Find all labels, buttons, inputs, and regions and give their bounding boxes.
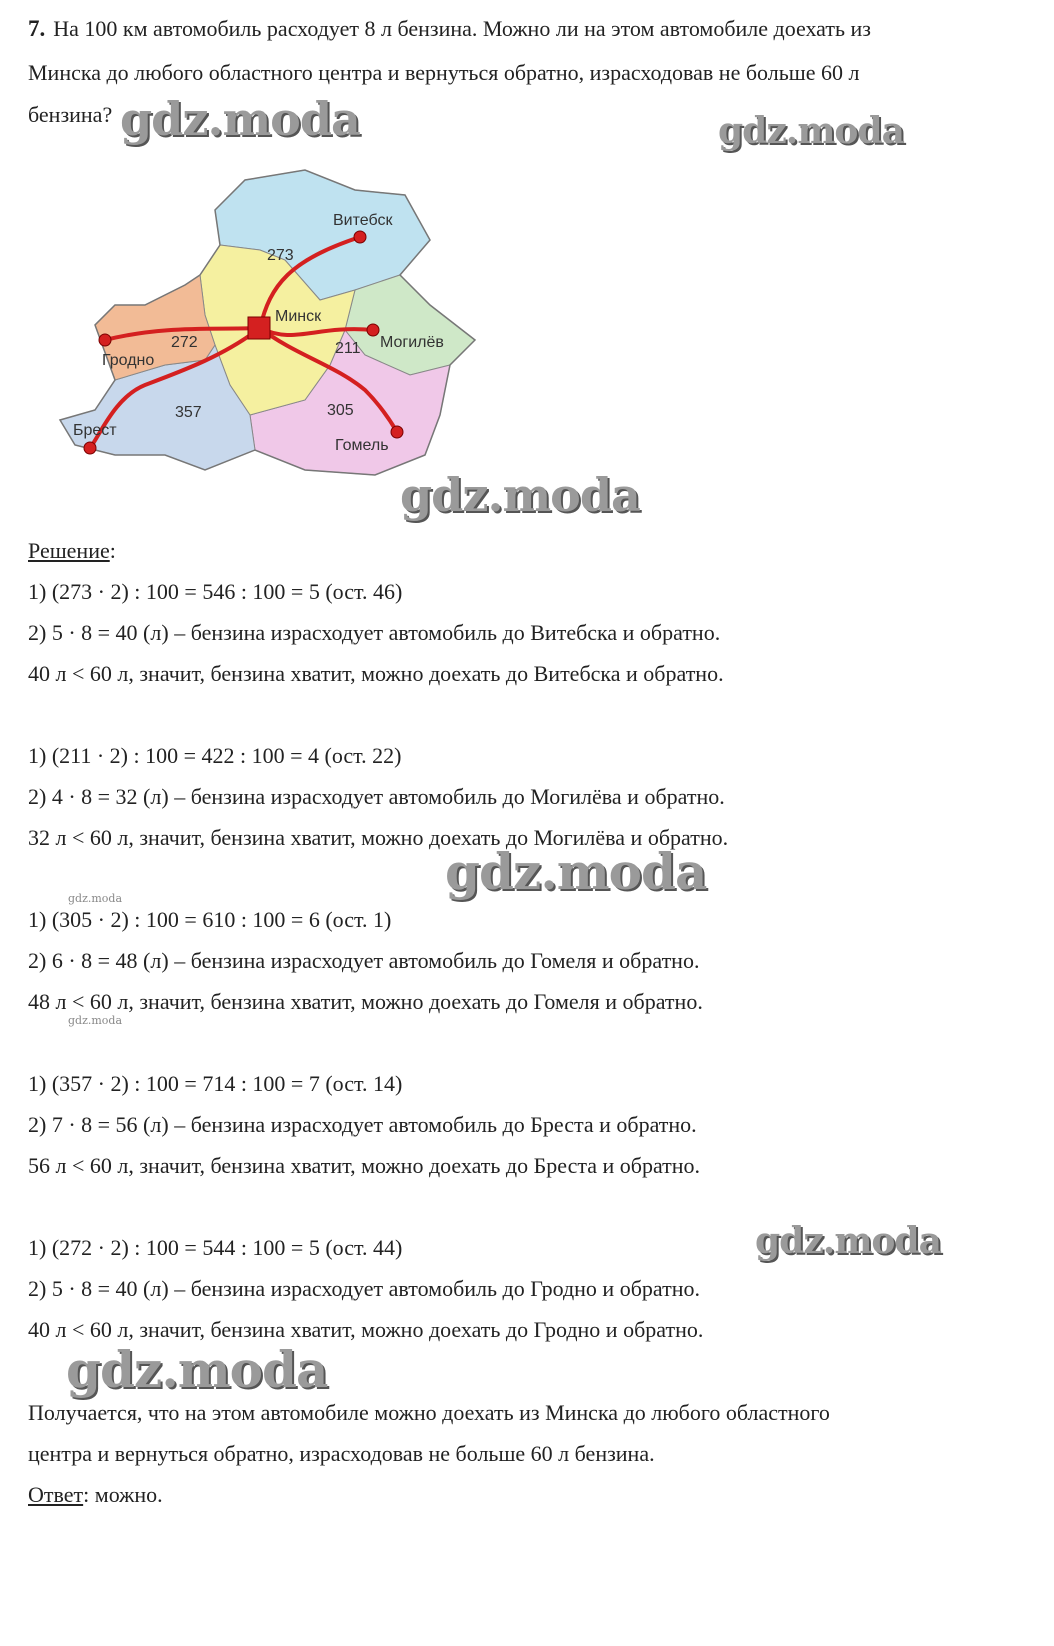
block-4-step-1: 1) (357 · 2) : 100 = 714 : 100 = 7 (ост. 14)	[28, 1071, 403, 1096]
block-2-conclusion: 32 л < 60 л, значит, бензина хватит, можно доехать до Могилёва и обратно.	[28, 825, 729, 850]
block-5-conclusion: 40 л < 60 л, значит, бензина хватит, можно доехать до Гродно и обратно.	[28, 1317, 704, 1342]
block-2-step-1: 1) (211 · 2) : 100 = 422 : 100 = 4 (ост. 22)	[28, 743, 402, 768]
watermark: gdz.moda	[66, 1340, 328, 1399]
block-5-step-2: 2) 5 · 8 = 40 (л) – бензина израсходует автомобиль до Гродно и обратно.	[28, 1276, 700, 1301]
city-label-grodno: Гродно	[102, 352, 155, 369]
distance-label-mogilev: 211	[335, 340, 361, 357]
gomel-marker	[391, 426, 403, 438]
mogilev-marker	[367, 324, 379, 336]
block-3-conclusion: 48 л < 60 л, значит, бензина хватит, можно доехать до Гомеля и обратно.	[28, 989, 703, 1014]
distance-label-gomel: 305	[327, 402, 354, 419]
city-label-brest: Брест	[73, 422, 117, 439]
watermark: gdz.moda	[400, 468, 640, 522]
task-number: 7.	[28, 16, 46, 41]
block-1-step-1: 1) (273 · 2) : 100 = 546 : 100 = 5 (ост. 46)	[28, 579, 403, 604]
block-3-step-1: 1) (305 · 2) : 100 = 610 : 100 = 6 (ост. 1)	[28, 907, 392, 932]
summary-line-1: Получается, что на этом автомобиле можно доехать из Минска до любого областного	[28, 1400, 830, 1425]
block-3-step-2: 2) 6 · 8 = 48 (л) – бензина израсходует автомобиль до Гомеля и обратно.	[28, 948, 700, 973]
summary-line-2: центра и вернуться обратно, израсходовав не больше 60 л бензина.	[28, 1441, 655, 1466]
block-4-conclusion: 56 л < 60 л, значит, бензина хватит, можно доехать до Бреста и обратно.	[28, 1153, 701, 1178]
minsk-marker	[248, 317, 270, 339]
watermark: gdz.moda	[755, 1220, 941, 1262]
block-1-step-2: 2) 5 · 8 = 40 (л) – бензина израсходует автомобиль до Витебска и обратно.	[28, 620, 721, 645]
vitebsk-marker	[354, 231, 366, 243]
watermark: gdz.moda	[718, 110, 904, 152]
answer: Ответ: можно.	[28, 1482, 163, 1507]
city-label-mogilev: Могилёв	[380, 334, 444, 351]
task-line-1: 7. На 100 км автомобиль расходует 8 л бензина. Можно ли на этом автомобиле доехать из	[28, 16, 871, 41]
distance-label-brest: 357	[175, 404, 202, 421]
solution-heading: Решение:	[28, 538, 116, 563]
block-4-step-2: 2) 7 · 8 = 56 (л) – бензина израсходует автомобиль до Бреста и обратно.	[28, 1112, 697, 1137]
city-label-gomel: Гомель	[335, 437, 389, 454]
watermark: gdz.moda	[120, 92, 360, 146]
block-2-step-2: 2) 4 · 8 = 32 (л) – бензина израсходует автомобиль до Могилёва и обратно.	[28, 784, 725, 809]
city-label-minsk: Минск	[275, 308, 322, 325]
belarus-map	[55, 165, 485, 515]
block-1-conclusion: 40 л < 60 л, значит, бензина хватит, можно доехать до Витебска и обратно.	[28, 661, 724, 686]
task-line-3: бензина?	[28, 102, 113, 127]
task-line-2: Минска до любого областного центра и вернуться обратно, израсходовав не больше 60 л	[28, 60, 860, 85]
watermark-small: gdz.moda	[68, 892, 123, 905]
grodno-marker	[99, 334, 111, 346]
brest-marker	[84, 442, 96, 454]
distance-label-vitebsk: 273	[267, 247, 294, 264]
distance-label-grodno: 272	[171, 334, 198, 351]
block-5-step-1: 1) (272 · 2) : 100 = 544 : 100 = 5 (ост. 44)	[28, 1235, 403, 1260]
watermark: gdz.moda	[445, 842, 707, 901]
watermark-small: gdz.moda	[68, 1014, 123, 1027]
city-label-vitebsk: Витебск	[333, 212, 393, 229]
